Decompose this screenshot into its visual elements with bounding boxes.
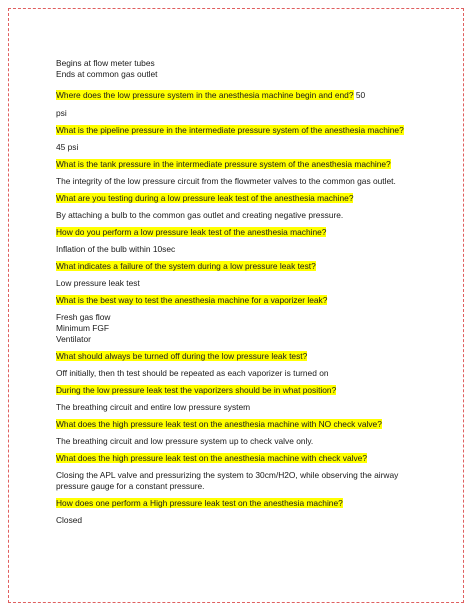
question-line — [56, 193, 428, 204]
question-line — [56, 261, 428, 272]
question-highlight: What is the tank pressure in the intermediate pressure system of the anesthesia machine? — [56, 159, 391, 169]
flashcard-list — [56, 58, 428, 526]
answer-text: Closed — [56, 515, 83, 525]
answer-text: Closing the APL valve and pressurizing the system to 30cm/H2O, while observing the airway pressure gauge for a constant pressure. — [56, 470, 399, 491]
question-line — [56, 453, 428, 464]
answer-text: Fresh gas flow Minimum FGF Ventilator — [56, 312, 111, 344]
question-highlight: What indicates a failure of the system during a low pressure leak test? — [56, 261, 316, 271]
question-line — [56, 351, 428, 362]
answer-text: The breathing circuit and entire low pressure system — [56, 402, 251, 412]
question-line — [56, 498, 428, 509]
answer-text: Begins at flow meter tubes Ends at common gas outlet — [56, 58, 158, 79]
question-line — [56, 295, 428, 306]
question-highlight: What is the pipeline pressure in the intermediate pressure system of the anesthesia machine? — [56, 125, 404, 135]
question-highlight: What are you testing during a low pressure leak test of the anesthesia machine? — [56, 193, 354, 203]
answer-text: By attaching a bulb to the common gas outlet and creating negative pressure. — [56, 210, 344, 220]
answer-text: The breathing circuit and low pressure system up to check valve only. — [56, 436, 314, 446]
question-highlight: During the low pressure leak test the vaporizers should be in what position? — [56, 385, 337, 395]
answer-text: 45 psi — [56, 142, 79, 152]
question-highlight: What is the best way to test the anesthesia machine for a vaporizer leak? — [56, 295, 328, 305]
question-line — [56, 90, 428, 101]
answer-text: Low pressure leak test — [56, 278, 140, 288]
question-line — [56, 227, 428, 238]
answer-text: The integrity of the low pressure circuit from the flowmeter valves to the common gas outlet. — [56, 176, 396, 186]
inline-answer-text: 50 — [353, 90, 366, 100]
question-highlight: How does one perform a High pressure leak test on the anesthesia machine? — [56, 498, 343, 508]
question-line — [56, 125, 428, 136]
question-line — [56, 385, 428, 396]
question-line — [56, 419, 428, 430]
question-line — [56, 159, 428, 170]
answer-text: psi — [56, 108, 67, 118]
answer-text: Off initially, then th test should be repeated as each vaporizer is turned on — [56, 368, 329, 378]
answer-text: Inflation of the bulb within 10sec — [56, 244, 176, 254]
question-highlight: What should always be turned off during the low pressure leak test? — [56, 351, 308, 361]
question-highlight: Where does the low pressure system in the anesthesia machine begin and end? — [56, 90, 354, 100]
question-highlight: What does the high pressure leak test on the anesthesia machine with check valve? — [56, 453, 367, 463]
question-highlight: What does the high pressure leak test on the anesthesia machine with NO check valve? — [56, 419, 382, 429]
question-highlight: How do you perform a low pressure leak test of the anesthesia machine? — [56, 227, 327, 237]
